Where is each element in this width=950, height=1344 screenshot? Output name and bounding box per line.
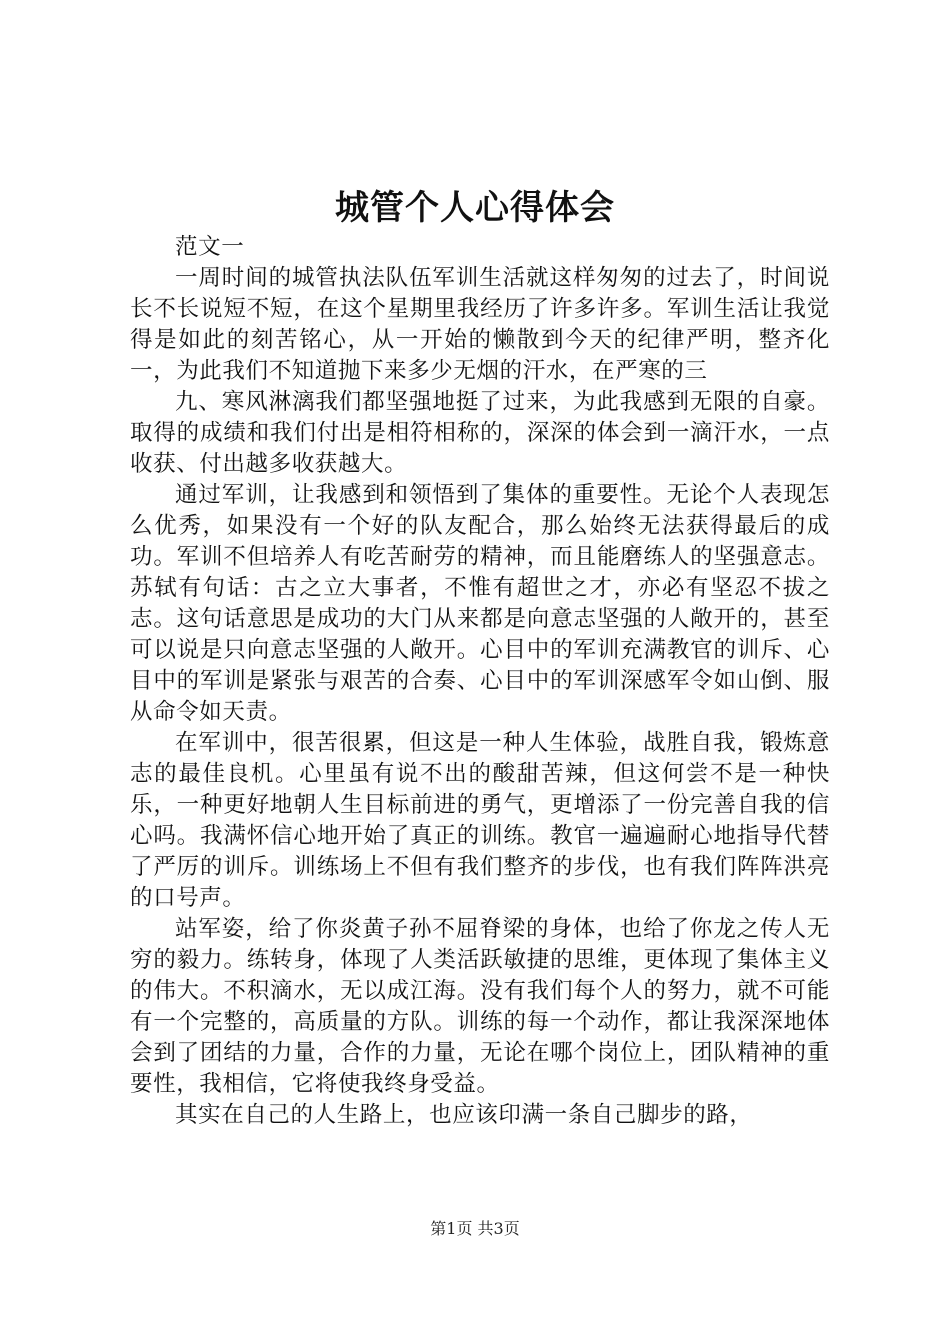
paragraph: 在军训中，很苦很累，但这是一种人生体验，战胜自我，锻炼意志的最佳良机。心里虽有说不出的酸甜苦辣，但这何尝不是一种快乐，一种更好地朝人生目标前进的勇气，更增添了一份完善自我的信心吗。我满怀信心地开始了真正的训练。教官一遍遍耐心地指导代替了严厉的训斥。训练场上不但有我们整齐的步伐，也有我们阵阵洪亮的口号声。: [130, 730, 830, 911]
paragraph: 通过军训，让我感到和领悟到了集体的重要性。无论个人表现怎么优秀，如果没有一个好的队友配合，那么始终无法获得最后的成功。军训不但培养人有吃苦耐劳的精神，而且能磨练人的坚强意志。苏轼有句话：古之立大事者，不惟有超世之才，亦必有坚忍不拔之志。这句话意思是成功的大门从来都是向意志坚强的人敞开的，甚至可以说是只向意志坚强的人敞开。心目中的军训充满教官的训斥、心目中的军训是紧张与艰苦的合奏、心目中的军训深感军令如山倒、服从命令如天责。: [130, 482, 830, 725]
document-title: 城管个人心得体会: [335, 188, 615, 228]
paragraph: 其实在自己的人生路上，也应该印满一条自己脚步的路，: [175, 1102, 753, 1128]
paragraph: 九、寒风淋漓我们都坚强地挺了过来，为此我感到无限的自豪。取得的成绩和我们付出是相符相称的，深深的体会到一滴汗水，一点收获、付出越多收获越大。: [130, 389, 830, 477]
document-body: [130, 232, 830, 1131]
paragraph-label: 范文一: [175, 234, 245, 260]
page-number-footer: 第1页 共3页: [430, 1219, 520, 1238]
paragraph: 一周时间的城管执法队伍军训生活就这样匆匆的过去了，时间说长不长说短不短，在这个星期里我经历了许多许多。军训生活让我觉得是如此的刻苦铭心，从一开始的懒散到今天的纪律严明，整齐化一，为此我们不知道抛下来多少无烟的汗水，在严寒的三: [130, 265, 830, 384]
paragraph: 站军姿，给了你炎黄子孙不屈脊梁的身体，也给了你龙之传人无穷的毅力。练转身，体现了人类活跃敏捷的思维，更体现了集体主义的伟大。不积滴水，无以成江海。没有我们每个人的努力，就不可能有一个完整的，高质量的方队。训练的每一个动作，都让我深深地体会到了团结的力量，合作的力量，无论在哪个岗位上，团队精神的重要性，我相信，它将使我终身受益。: [130, 916, 830, 1097]
